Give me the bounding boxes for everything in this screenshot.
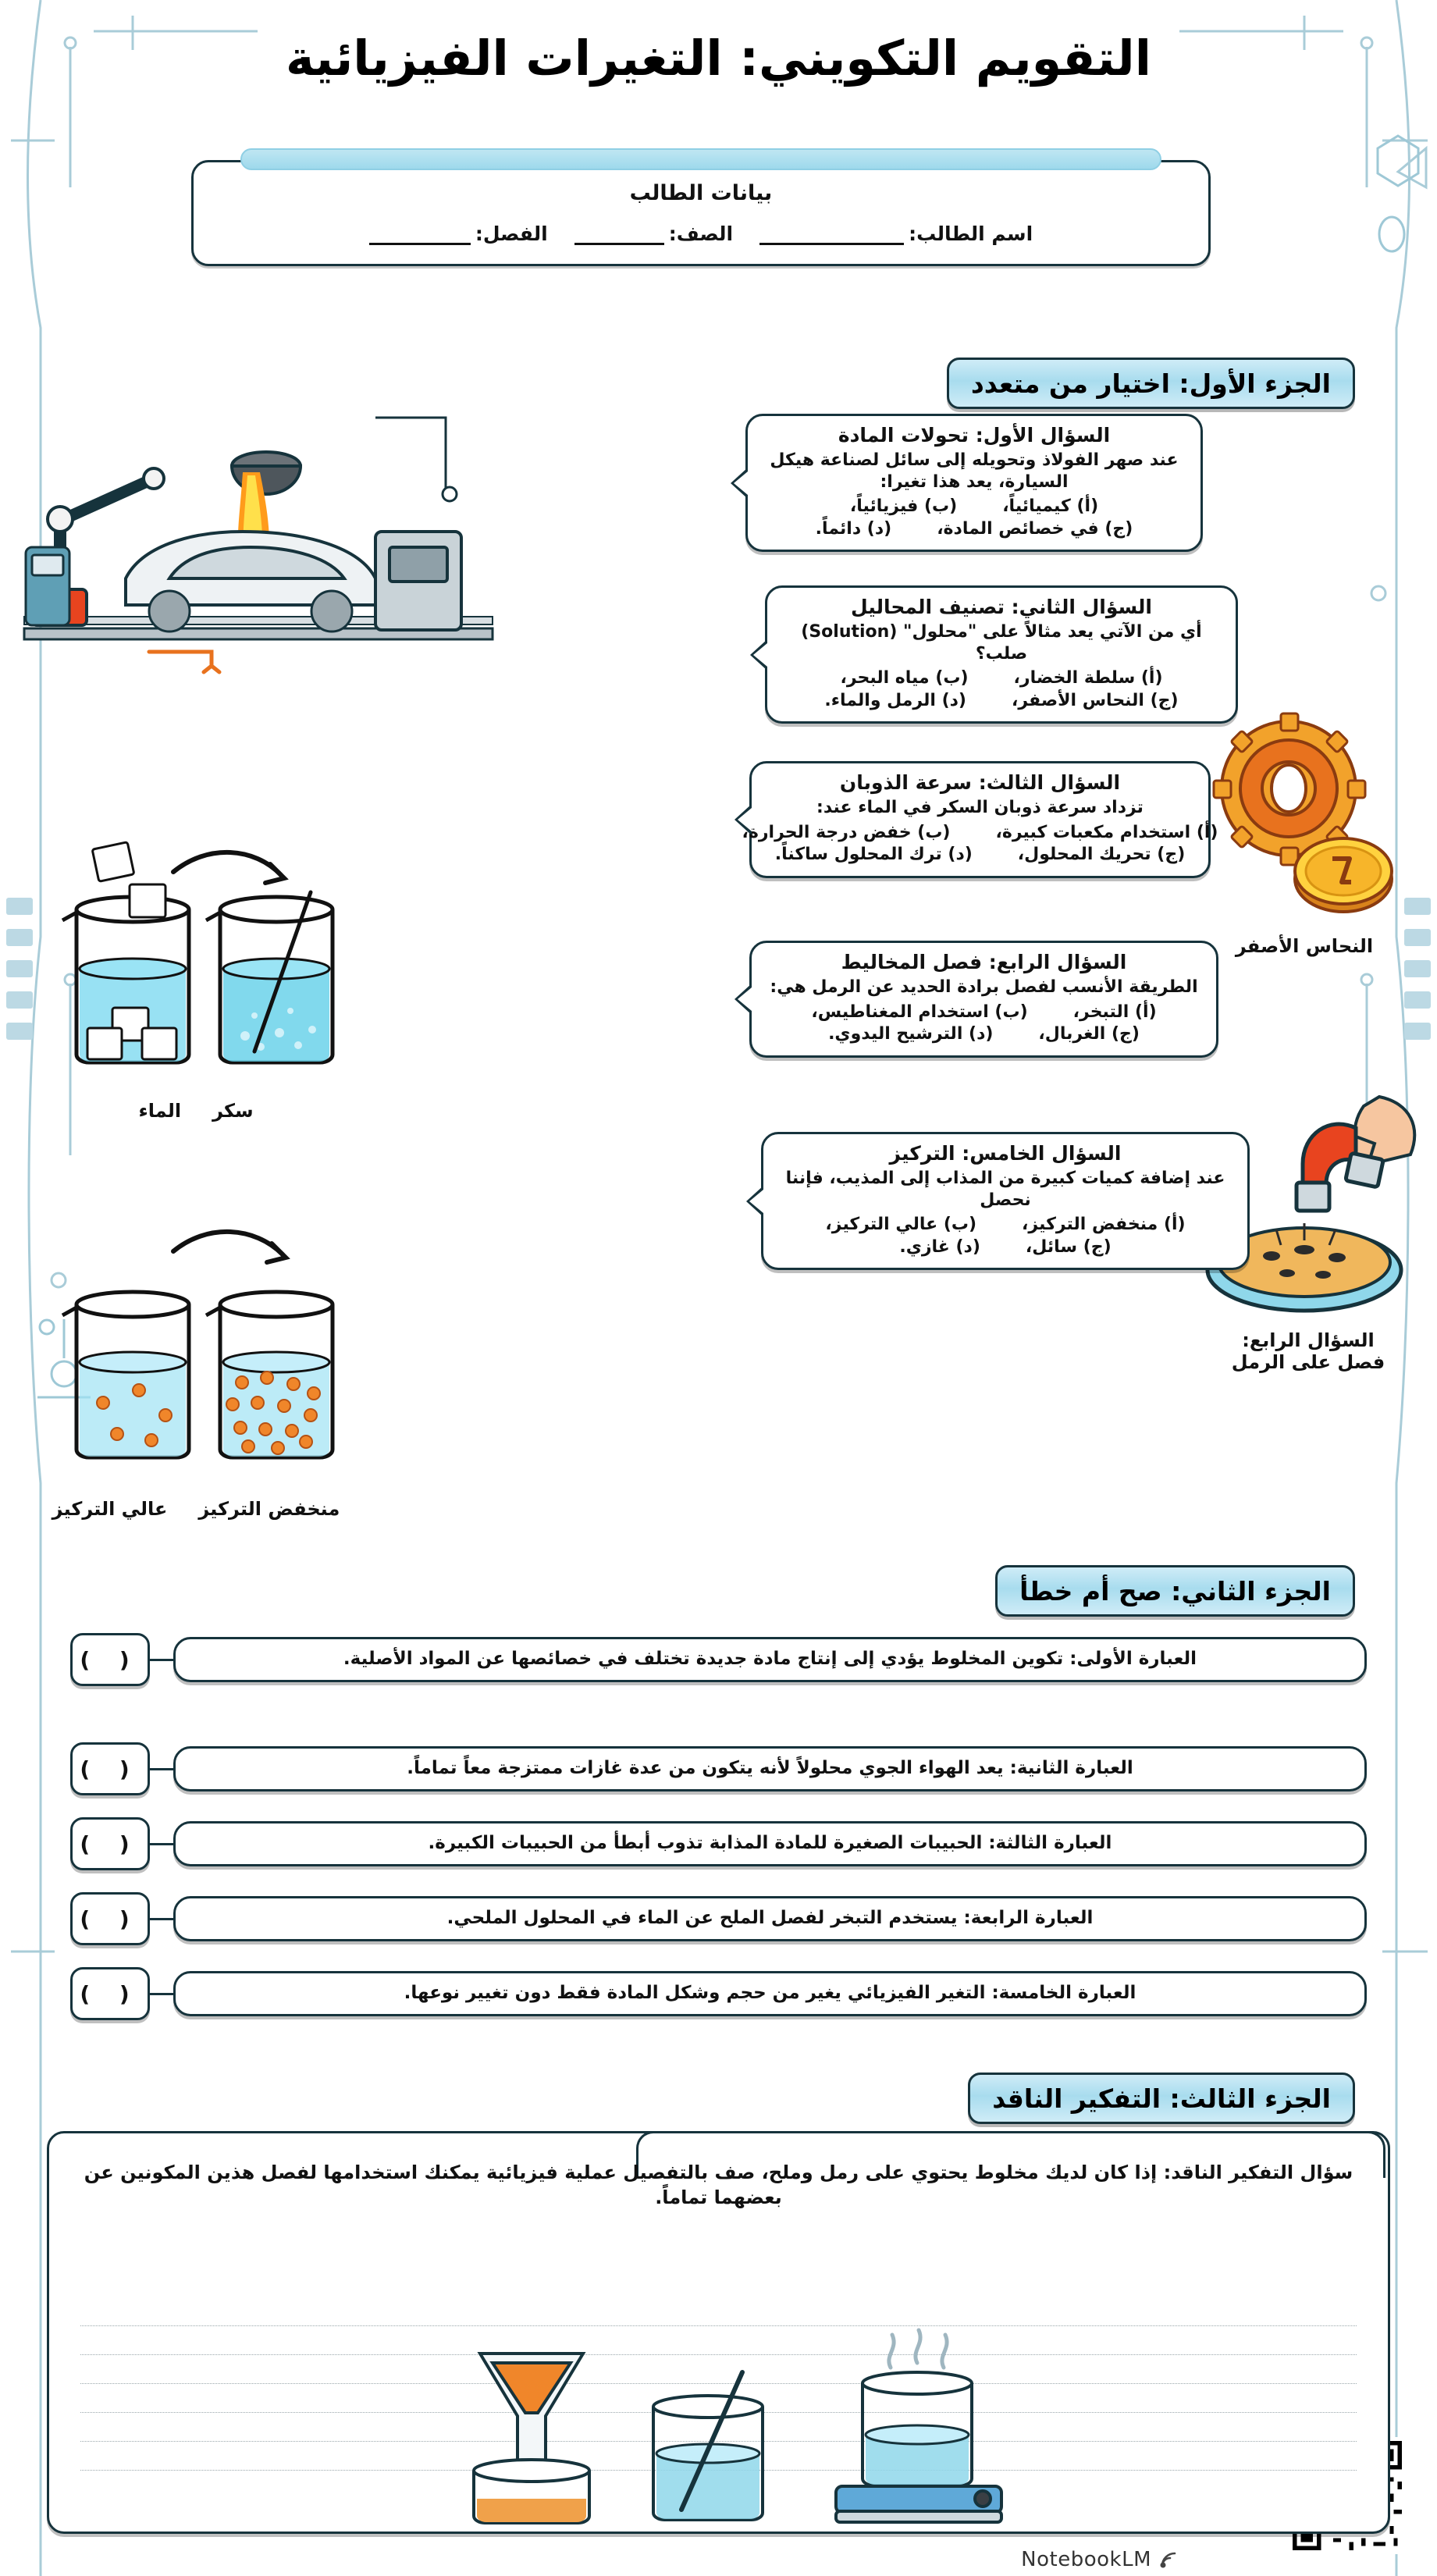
true-false-statement-3: العبارة الثالثة: الحبيبات الصغيرة للمادة المذابة تذوب أبطأ من الحبيبات الكبيرة.: [173, 1821, 1367, 1866]
true-false-statement-5: العبارة الخامسة: التغير الفيزيائي يغير من حجم وشكل المادة فقط دون تغيير نوعها.: [173, 1971, 1367, 2016]
mcq-question-3: [742, 761, 1218, 878]
bubble-tail-3: [735, 804, 752, 835]
mcq-3-stem: تزداد سرعة ذوبان السكر في الماء عند:: [816, 798, 1144, 817]
student-name-field[interactable]: [759, 222, 1033, 245]
mcq-3-title: السؤال الثالث: سرعة الذوبان: [839, 771, 1121, 794]
magnet-caption-line-1: السؤال الرابع:: [1242, 1329, 1375, 1351]
mcq-3-option-a[interactable]: (أ) استخدام مكعبات كبيرة،: [995, 822, 1218, 842]
student-class-field[interactable]: [369, 222, 548, 245]
bubble-tail-1: [731, 468, 748, 499]
mcq-1-options: [763, 496, 1185, 540]
mcq-2-option-c[interactable]: (ج) النحاس الأصفر،: [1011, 690, 1179, 710]
water-caption: الماء: [138, 1100, 182, 1122]
student-info-tab: [240, 148, 1161, 170]
critical-thinking-box: [47, 2131, 1390, 2534]
student-grade-label: الصف:: [668, 222, 734, 245]
mcq-3-options: [742, 822, 1218, 866]
student-name-input-line[interactable]: [759, 243, 904, 245]
mcq-2-option-a[interactable]: (أ) سلطة الخضار،: [1013, 668, 1163, 688]
mcq-5-option-b[interactable]: (ب) عالي التركيز،: [825, 1215, 977, 1234]
section-banner-part-1: الجزء الأول: اختيار من متعدد: [947, 358, 1355, 409]
mcq-5-option-a[interactable]: (أ) منخفض التركيز،: [1022, 1215, 1186, 1234]
mcq-1-option-b[interactable]: (ب) فيزيائياً،: [849, 496, 958, 516]
student-info-box: [191, 160, 1211, 266]
sugar-water-illustration: [20, 824, 372, 1136]
notebooklm-icon: [1158, 2549, 1179, 2571]
student-class-input-line[interactable]: [369, 243, 471, 245]
critical-thinking-question: سؤال التفكير الناقد: إذا كان لديك مخلوط يحتوي على رمل وملح، صف بالتفصيل عملية فيزيائية يمكنك استخدامها لفصل هذين المكونين عن بعضهما تماماً.: [84, 2161, 1353, 2209]
mcq-2-title: السؤال الثاني: تصنيف المحاليل: [851, 596, 1152, 618]
mcq-question-4: [749, 941, 1218, 1058]
mcq-1-option-a[interactable]: (أ) كيميائياً،: [1002, 496, 1099, 516]
true-false-answer-4[interactable]: ( ): [70, 1892, 150, 1945]
sugar-water-captions: [20, 1100, 372, 1122]
mcq-question-5: [761, 1132, 1250, 1270]
section-banner-part-3: الجزء الثالث: التفكير الناقد: [968, 2073, 1355, 2124]
tf-connector-1: [150, 1659, 173, 1661]
true-false-answer-3[interactable]: ( ): [70, 1817, 150, 1870]
mcq-5-option-d[interactable]: (د) غازي.: [899, 1236, 980, 1257]
bubble-tail-5: [746, 1186, 763, 1217]
magnet-caption-line-2: فصل على الرمل: [1231, 1351, 1385, 1373]
mcq-1-title: السؤال الأول: تحولات المادة: [838, 424, 1111, 447]
true-false-row-5: [70, 1967, 1367, 2020]
mcq-4-options: [767, 1002, 1200, 1046]
brand-footer: [1021, 2548, 1179, 2571]
mcq-2-stem: أي من الآتي يعد مثالاً على "محلول" (Solution) صلب؟: [801, 622, 1202, 664]
concentration-captions: [20, 1498, 372, 1520]
high-concentration-caption: عالي التركيز: [52, 1498, 168, 1520]
car-factory-illustration: [9, 394, 508, 675]
sugar-caption: سكر: [212, 1100, 254, 1122]
mcq-4-option-c[interactable]: (ج) الغربال،: [1038, 1024, 1140, 1044]
mcq-2-options: [783, 667, 1220, 712]
student-info-fields: [194, 222, 1208, 245]
tf-connector-4: [150, 1918, 173, 1920]
mcq-2-option-b[interactable]: (ب) مياه البحر،: [840, 668, 969, 688]
true-false-row-1: [70, 1633, 1367, 1686]
true-false-row-4: [70, 1892, 1367, 1945]
mcq-5-options: [779, 1214, 1232, 1258]
lab-equipment-illustration: [399, 2325, 1039, 2528]
concentration-illustration: [20, 1206, 372, 1534]
brass-illustration: [1187, 695, 1421, 957]
true-false-answer-5[interactable]: ( ): [70, 1967, 150, 2020]
true-false-statement-1: العبارة الأولى: تكوين المخلوط يؤدي إلى إنتاج مادة جديدة تختلف في خصائصها عن المواد الأصلية.: [173, 1637, 1367, 1682]
student-info-heading: بيانات الطالب: [629, 181, 773, 205]
page-title: التقويم التكويني: التغيرات الفيزيائية: [286, 30, 1151, 87]
brass-caption: النحاس الأصفر: [1235, 935, 1374, 957]
mcq-4-stem: الطريقة الأنسب لفصل برادة الحديد عن الرمل هي:: [770, 977, 1198, 997]
mcq-question-1: [745, 414, 1203, 552]
true-false-answer-2[interactable]: ( ): [70, 1742, 150, 1795]
bubble-tail-2: [750, 639, 767, 671]
mcq-5-option-c[interactable]: (ج) سائل،: [1025, 1236, 1112, 1257]
bubble-tail-4: [735, 984, 752, 1015]
mcq-1-option-c[interactable]: (ج) في خصائص المادة،: [937, 518, 1133, 539]
tf-connector-3: [150, 1843, 173, 1845]
mcq-3-option-c[interactable]: (ج) تحريك المحلول،: [1017, 845, 1186, 865]
mcq-3-option-d[interactable]: (د) ترك المحلول ساكناً.: [774, 845, 973, 865]
tf-connector-5: [150, 1993, 173, 1995]
section-banner-part-2: الجزء الثاني: صح أم خطأ: [995, 1565, 1355, 1617]
true-false-statement-2: العبارة الثانية: يعد الهواء الجوي محلولاً لأنه يتكون من عدة غازات ممتزجة معاً تماماً.: [173, 1746, 1367, 1791]
mcq-4-option-b[interactable]: (ب) استخدام المغناطيس،: [811, 1002, 1028, 1022]
tf-connector-2: [150, 1768, 173, 1770]
mcq-question-2: [765, 585, 1238, 724]
mcq-4-option-d[interactable]: (د) الترشيح اليدوي.: [828, 1024, 994, 1044]
true-false-statement-4: العبارة الرابعة: يستخدم التبخر لفصل الملح عن الماء في المحلول الملحي.: [173, 1896, 1367, 1941]
true-false-answer-1[interactable]: ( ): [70, 1633, 150, 1686]
student-name-label: اسم الطالب:: [909, 222, 1033, 245]
mcq-1-option-d[interactable]: (د) دائماً.: [815, 518, 892, 539]
mcq-5-title: السؤال الخامس: التركيز: [889, 1142, 1122, 1165]
low-concentration-caption: منخفض التركيز: [198, 1498, 340, 1520]
brand-label: NotebookLM: [1021, 2548, 1151, 2571]
student-grade-field[interactable]: [574, 222, 733, 245]
mcq-1-stem: عند صهر الفولاذ وتحويله إلى سائل لصناعة هيكل السيارة، يعد هذا تغيرا:: [770, 450, 1179, 492]
mcq-4-option-a[interactable]: (أ) التبخر،: [1072, 1002, 1157, 1022]
true-false-row-3: [70, 1817, 1367, 1870]
mcq-4-title: السؤال الرابع: فصل المخاليط: [841, 951, 1127, 973]
true-false-row-2: [70, 1742, 1367, 1795]
mcq-5-stem: عند إضافة كميات كبيرة من المذاب إلى المذيب، فإننا نحصل: [785, 1169, 1225, 1210]
answer-line[interactable]: [80, 2297, 1357, 2326]
mcq-2-option-d[interactable]: (د) الرمل والماء.: [824, 690, 966, 710]
mcq-3-option-b[interactable]: (ب) خفض درجة الحرارة،: [742, 822, 951, 842]
student-grade-input-line[interactable]: [574, 243, 664, 245]
student-class-label: الفصل:: [475, 222, 548, 245]
